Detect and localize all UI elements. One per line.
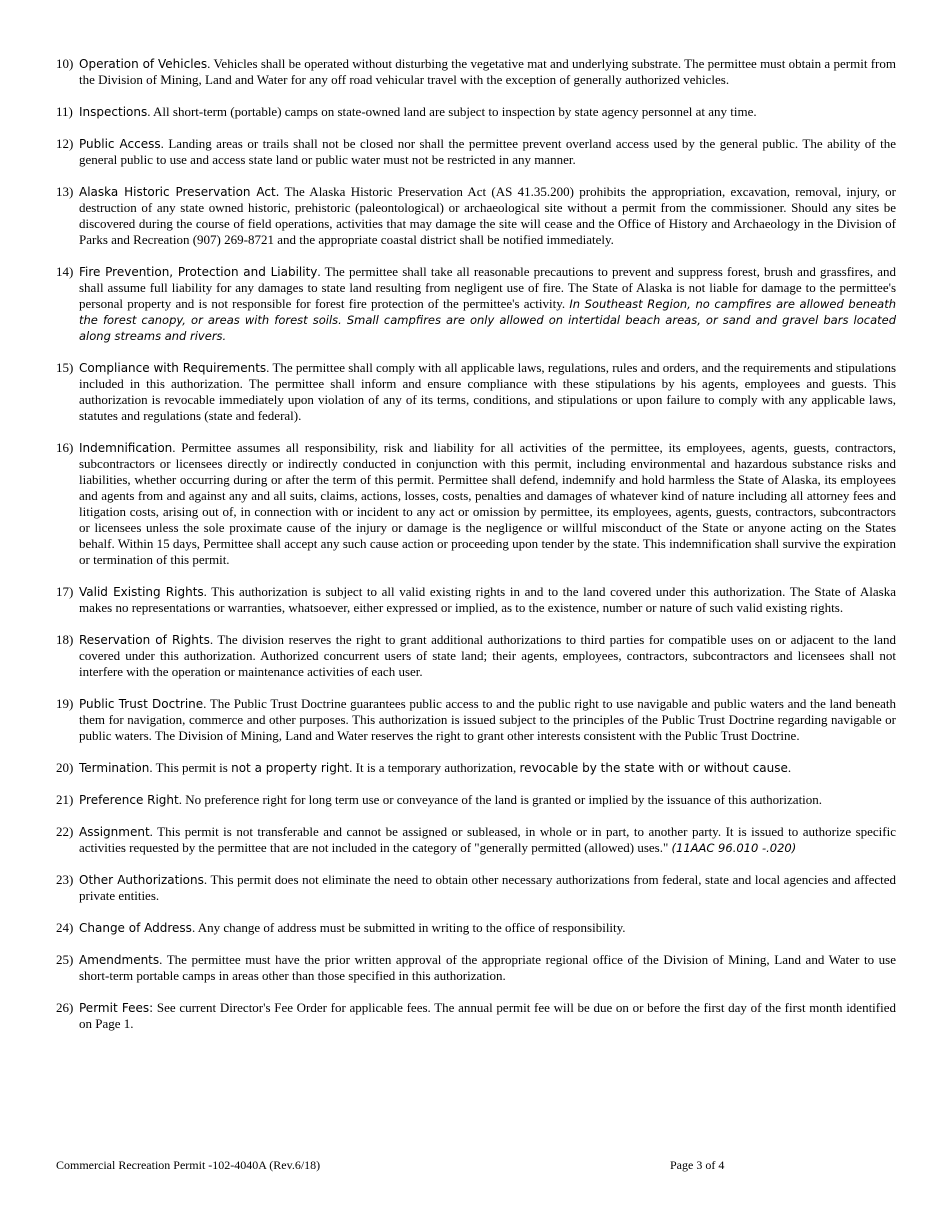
clause-heading: Other Authorizations — [79, 873, 204, 887]
clause-14 — [56, 264, 896, 344]
clause-11 — [56, 104, 896, 120]
clause-number: 14) — [56, 264, 74, 279]
clause-13 — [56, 184, 896, 248]
clause-number: 22) — [56, 824, 74, 839]
clause-heading: Inspections — [79, 105, 148, 119]
clause-text: . Landing areas or trails shall not be closed nor shall the permittee prevent overland access used by the general public. The ability of the general public to use and access state land or public water must not be restricted in any manner. — [79, 136, 896, 167]
clause-15 — [56, 360, 896, 424]
clause-text: . Vehicles shall be operated without disturbing the vegetative mat and underlying substrate. The permittee must obtain a permit from the Division of Mining, Land and Water for any off road vehicular travel with the exception of generally authorized vehicles. — [79, 56, 896, 87]
clause-number: 10) — [56, 56, 74, 71]
clause-italic-note: In Southeast Region, no campfires are allowed beneath the forest canopy, or areas with forest soils. Small campfires are only allowed on intertidal beach areas, or sand and gravel bars located along streams and rivers. — [79, 297, 897, 343]
clause-text: See current Director's Fee Order for applicable fees. The annual permit fee will be due on or before the first day of the first month identified on Page 1. — [79, 1000, 897, 1031]
clause-heading: Termination — [79, 761, 150, 775]
clause-25 — [56, 952, 896, 984]
clause-23 — [56, 872, 896, 904]
clause-text: . The permittee shall comply with all applicable laws, regulations, rules and orders, and the requirements and stipulations included in this authorization. The permittee shall inform and ensure compliance with these stipulations by his agents, employees and guests. This authorization is revocable immediately upon violation of any of its terms, conditions, and stipulations or upon failure to comply with any applicable laws, statutes and regulations (state and federal). — [79, 360, 897, 423]
clause-number: 26) — [56, 1000, 74, 1015]
clause-17 — [56, 584, 896, 616]
clause-text: The Alaska Historic Preservation Act (AS 41.35.200) prohibits the appropriation, excavation, removal, injury, or destruction of any state owned historic, prehistoric (paleontological) or archaeological site without a permit from the commissioner. Should any sites be discovered during the course of field operations, activities that may damage the site will cease and the Office of History and Archaeology in the Division of Parks and Recreation (907) 269-8721 and the appropriate coastal district shall be notified immediately. — [79, 184, 896, 247]
clause-heading: Change of Address — [79, 921, 192, 935]
clause-12 — [56, 136, 896, 168]
clause-20 — [56, 760, 896, 776]
clause-number: 25) — [56, 952, 74, 967]
clause-text: . All short-term (portable) camps on state-owned land are subject to inspection by state agency personnel at any time. — [147, 104, 757, 119]
clause-22 — [56, 824, 896, 856]
clause-number: 17) — [56, 584, 74, 599]
clause-19 — [56, 696, 896, 744]
clause-number: 15) — [56, 360, 74, 375]
clause-heading: Operation of Vehicles — [79, 57, 208, 71]
clause-number: 24) — [56, 920, 74, 935]
emphasis-not-property-right: not a property right — [231, 761, 350, 775]
clause-heading: Amendments — [79, 953, 160, 967]
clause-text: . The division reserves the right to grant additional authorizations to third parties for compatible uses on or adjacent to the land covered under this authorization. Authorized concurrent users of state land; their agents, employees, contractors, subcontractors and licensees shall not interfere with the operation or maintenance activities of each user. — [79, 632, 896, 679]
clause-number: 19) — [56, 696, 74, 711]
clause-number: 12) — [56, 136, 74, 151]
clause-10 — [56, 56, 896, 88]
emphasis-revocable: revocable by the state with or without cause — [519, 761, 788, 775]
clause-heading: Reservation of Rights — [79, 633, 210, 647]
clause-text: . This permit does not eliminate the need to obtain other necessary authorizations from federal, state and local agencies and affected private entities. — [79, 872, 896, 903]
clause-heading: Assignment — [79, 825, 150, 839]
clause-text: . The Public Trust Doctrine guarantees public access to and the public right to use navigable and public waters and the land beneath them for navigation, commerce and other purposes. This authorization is issued subject to the principles of the Public Trust Doctrine regarding navigable or public waters. The Division of Mining, Land and Water reserves the right to grant other interests consistent with the Public Trust Doctrine. — [79, 696, 896, 743]
clause-heading: Preference Right — [79, 793, 179, 807]
clause-16 — [56, 440, 896, 568]
clause-26 — [56, 1000, 896, 1032]
clause-heading: Permit Fees: — [79, 1001, 154, 1015]
clause-text: . The permittee must have the prior written approval of the appropriate regional office of the Division of Mining, Land and Water to use short-term portable camps in areas other than those specified in this authorization. — [79, 952, 896, 983]
clause-text: . This permit is — [149, 760, 232, 775]
clause-heading: Public Access — [79, 137, 161, 151]
clause-number: 13) — [56, 184, 74, 199]
clause-18 — [56, 632, 896, 680]
clause-text: . This permit is not transferable and cannot be assigned or subleased, in whole or in part, to another party. It is issued to authorize specific activities requested by the permittee that are not included in the category of "generally permitted (allowed) uses." — [79, 824, 896, 855]
clause-heading: Compliance with Requirements — [79, 361, 267, 375]
clause-number: 11) — [56, 104, 73, 119]
clause-text: . Permittee assumes all responsibility, risk and liability for all activities of the permittee, its employees, agents, guests, contractors, subcontractors or licensees directly or indirectly conducted in conjunction with this permit, including environmental and hazardous substance risks and liabilities, whether occurring during or after the term of this permit. Permittee shall defend, indemnify and hold harmless the State of Alaska, its employees and agents from and against any and all suits, claims, actions, losses, costs, penalties and damages of whatever kind of nature including all attorney fees and litigation costs, arising out of, in connection with or incident to any act or omission by permittee, its employees, agents, guests, contractors, subcontractors or licensees unless the sole proximate cause of the injury or damage is the negligence or willful misconduct of the State or anyone acting on the States behalf. Within 15 days, Permittee shall accept any such cause action or proceeding upon tender by the state. This indemnification shall survive the expiration or termination of this permit. — [79, 440, 896, 567]
clause-text: . No preference right for long term use or conveyance of the land is granted or implied by the issuance of this authorization. — [178, 792, 823, 807]
clause-number: 16) — [56, 440, 74, 455]
clause-heading: Fire Prevention, Protection and Liability — [79, 265, 318, 279]
clause-heading: Valid Existing Rights — [79, 585, 204, 599]
clause-text-3: . — [787, 760, 792, 775]
clause-number: 18) — [56, 632, 74, 647]
clause-21 — [56, 792, 896, 808]
clause-heading: Alaska Historic Preservation Act. — [79, 185, 280, 199]
clause-text: . Any change of address must be submitted in writing to the office of responsibility. — [191, 920, 626, 935]
clause-citation: (11AAC 96.010 -.020) — [671, 841, 797, 855]
clause-text: . This authorization is subject to all valid existing rights in and to the land covered under this authorization. The State of Alaska makes no representations or warranties, whatsoever, either expressed or implied, as to the existence, number or nature of such valid existing rights. — [79, 584, 896, 615]
clause-number: 23) — [56, 872, 74, 887]
clause-24 — [56, 920, 896, 936]
clause-text-2: . It is a temporary authorization, — [349, 760, 520, 775]
clause-heading: Indemnification — [79, 441, 173, 455]
clause-number: 20) — [56, 760, 74, 775]
clause-heading: Public Trust Doctrine — [79, 697, 204, 711]
page-number: Page 3 of 4 — [670, 1158, 725, 1172]
document-body — [56, 56, 896, 1048]
clause-number: 21) — [56, 792, 74, 807]
form-id: Commercial Recreation Permit -102-4040A (Rev.6/18) — [56, 1158, 321, 1172]
clause-text: . The permittee shall take all reasonable precautions to prevent and suppress forest, brush and grassfires, and shall assume full liability for any damages to state land resulting from negligent use of fire. The State of Alaska is not liable for damage to the permittee's personal property and is not responsible for forest fire protection of the permittee's activity. — [79, 264, 896, 311]
